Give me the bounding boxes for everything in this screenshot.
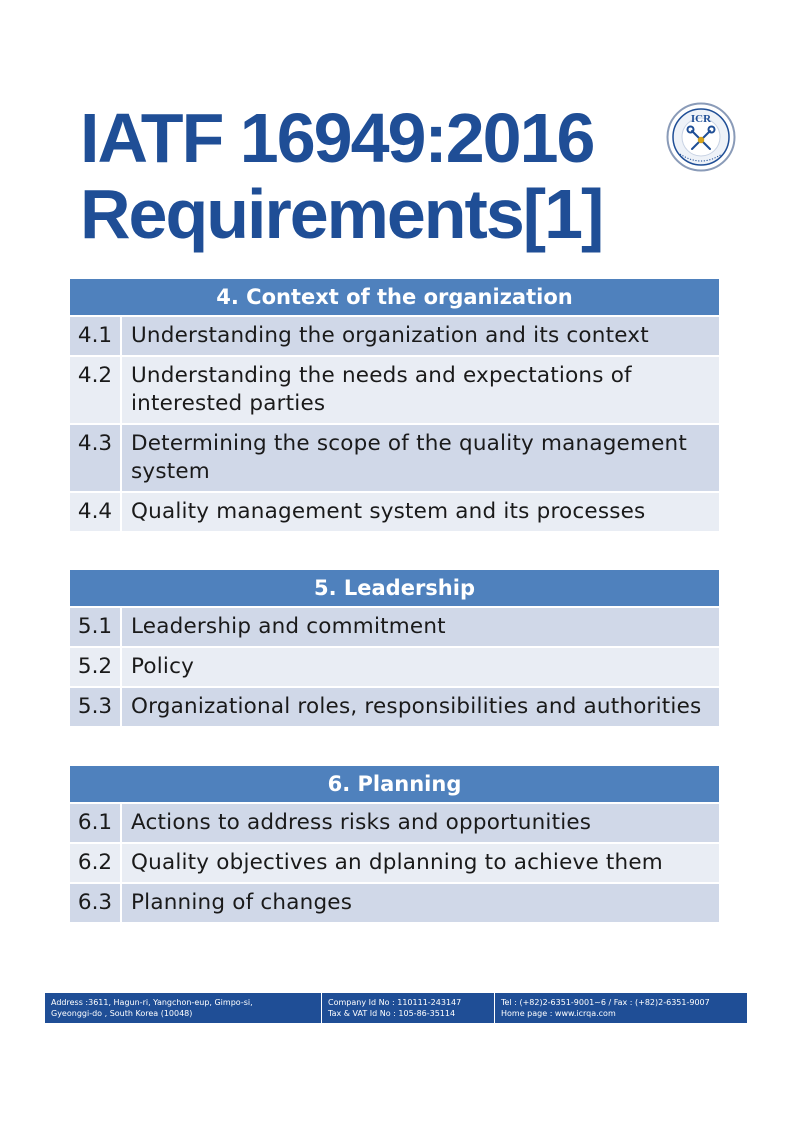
clause-title: Leadership and commitment	[131, 614, 446, 639]
footer-bar	[45, 993, 747, 1023]
clause-title: Understanding the organization and its context	[131, 323, 649, 348]
address-line-1: Address :3611, Hagun-ri, Yangchon-eup, Gimpo-si,	[51, 998, 253, 1007]
clause-number: 6.2	[70, 844, 122, 882]
clause-number: 4.4	[70, 493, 122, 531]
clause-number: 5.1	[70, 608, 122, 646]
clause-number: 4.2	[70, 357, 122, 423]
table-row	[70, 493, 719, 533]
homepage-link[interactable]: Home page : www.icrqa.com	[501, 1009, 616, 1018]
clause-title: Quality management system and its processes	[131, 499, 646, 524]
footer-address	[45, 993, 321, 1023]
footer-company-ids	[321, 993, 494, 1023]
clause-title: Quality objectives an dplanning to achieve them	[131, 850, 663, 875]
clause-title: Actions to address risks and opportunities	[131, 810, 592, 835]
clause-number: 4.3	[70, 425, 122, 491]
icr-logo	[666, 102, 736, 172]
company-id: Company Id No : 110111-243147	[328, 998, 462, 1007]
tel-fax: Tel : (+82)2-6351-9001~6 / Fax : (+82)2-6351-9007	[501, 998, 710, 1007]
address-line-2: Gyeonggi-do , South Korea (10048)	[51, 1009, 193, 1018]
table-row	[70, 425, 719, 493]
section-header: 4. Context of the organization	[70, 279, 719, 317]
clause-title: Understanding the needs and expectations of interested parties	[131, 363, 632, 416]
clause-number: 5.2	[70, 648, 122, 686]
table-row	[70, 648, 719, 688]
clause-number: 6.1	[70, 804, 122, 842]
clause-number: 4.1	[70, 317, 122, 355]
section-header: 6. Planning	[70, 766, 719, 804]
clause-number: 6.3	[70, 884, 122, 922]
tax-id: Tax & VAT Id No : 105-86-35114	[328, 1009, 456, 1018]
table-row	[70, 844, 719, 884]
title-line-1: IATF 16949:2016	[80, 99, 594, 177]
clause-number: 5.3	[70, 688, 122, 726]
clause-title: Determining the scope of the quality management system	[131, 431, 688, 484]
clause-title: Policy	[131, 654, 195, 679]
section-context	[70, 279, 719, 533]
clause-title: Planning of changes	[131, 890, 353, 915]
table-row	[70, 357, 719, 425]
footer-contact	[494, 993, 747, 1023]
page-title	[80, 100, 602, 252]
title-line-2: Requirements[1]	[80, 175, 603, 253]
section-header: 5. Leadership	[70, 570, 719, 608]
clause-title: Organizational roles, responsibilities and authorities	[131, 694, 702, 719]
table-row	[70, 884, 719, 924]
table-row	[70, 688, 719, 728]
logo-initials: ICR	[690, 113, 712, 125]
table-row	[70, 608, 719, 648]
section-leadership	[70, 570, 719, 728]
section-planning	[70, 766, 719, 924]
table-row	[70, 317, 719, 357]
table-row	[70, 804, 719, 844]
